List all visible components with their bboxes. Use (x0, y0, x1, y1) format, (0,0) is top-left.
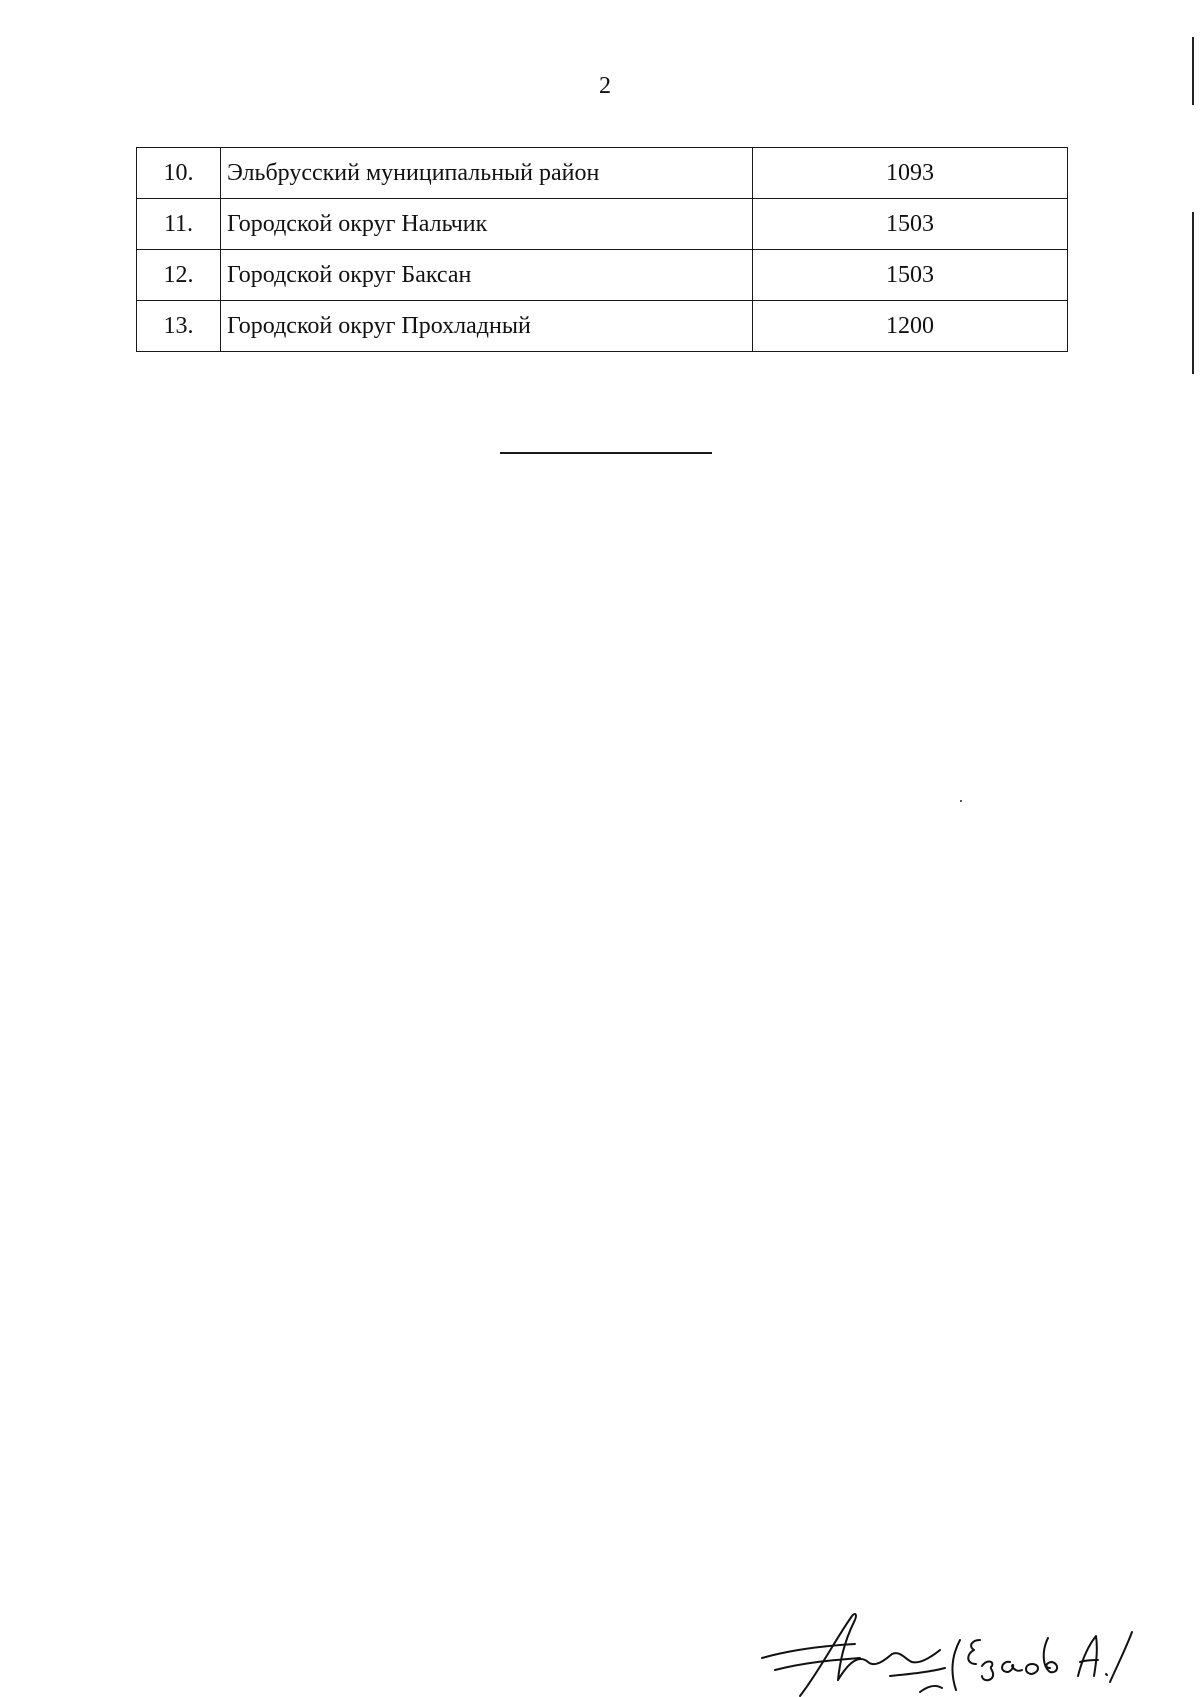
row-name: Городской округ Баксан (221, 250, 753, 301)
end-of-document-rule (500, 452, 712, 454)
handwritten-signature (760, 1610, 1180, 1697)
data-table (136, 147, 1068, 352)
row-name: Городской округ Нальчик (221, 199, 753, 250)
scan-speck (960, 800, 962, 802)
row-number: 10. (137, 148, 221, 199)
row-number: 13. (137, 301, 221, 352)
page-number: 2 (599, 73, 611, 99)
row-value: 1093 (753, 148, 1068, 199)
table-row (137, 250, 1068, 301)
row-number: 12. (137, 250, 221, 301)
row-value: 1503 (753, 199, 1068, 250)
table-row (137, 148, 1068, 199)
row-value: 1200 (753, 301, 1068, 352)
row-value: 1503 (753, 250, 1068, 301)
row-name: Городской округ Прохладный (221, 301, 753, 352)
scan-margin-mark (1192, 37, 1194, 105)
row-number: 11. (137, 199, 221, 250)
table-row (137, 199, 1068, 250)
row-name: Эльбрусский муниципальный район (221, 148, 753, 199)
table-row (137, 301, 1068, 352)
scan-margin-mark (1192, 212, 1194, 374)
